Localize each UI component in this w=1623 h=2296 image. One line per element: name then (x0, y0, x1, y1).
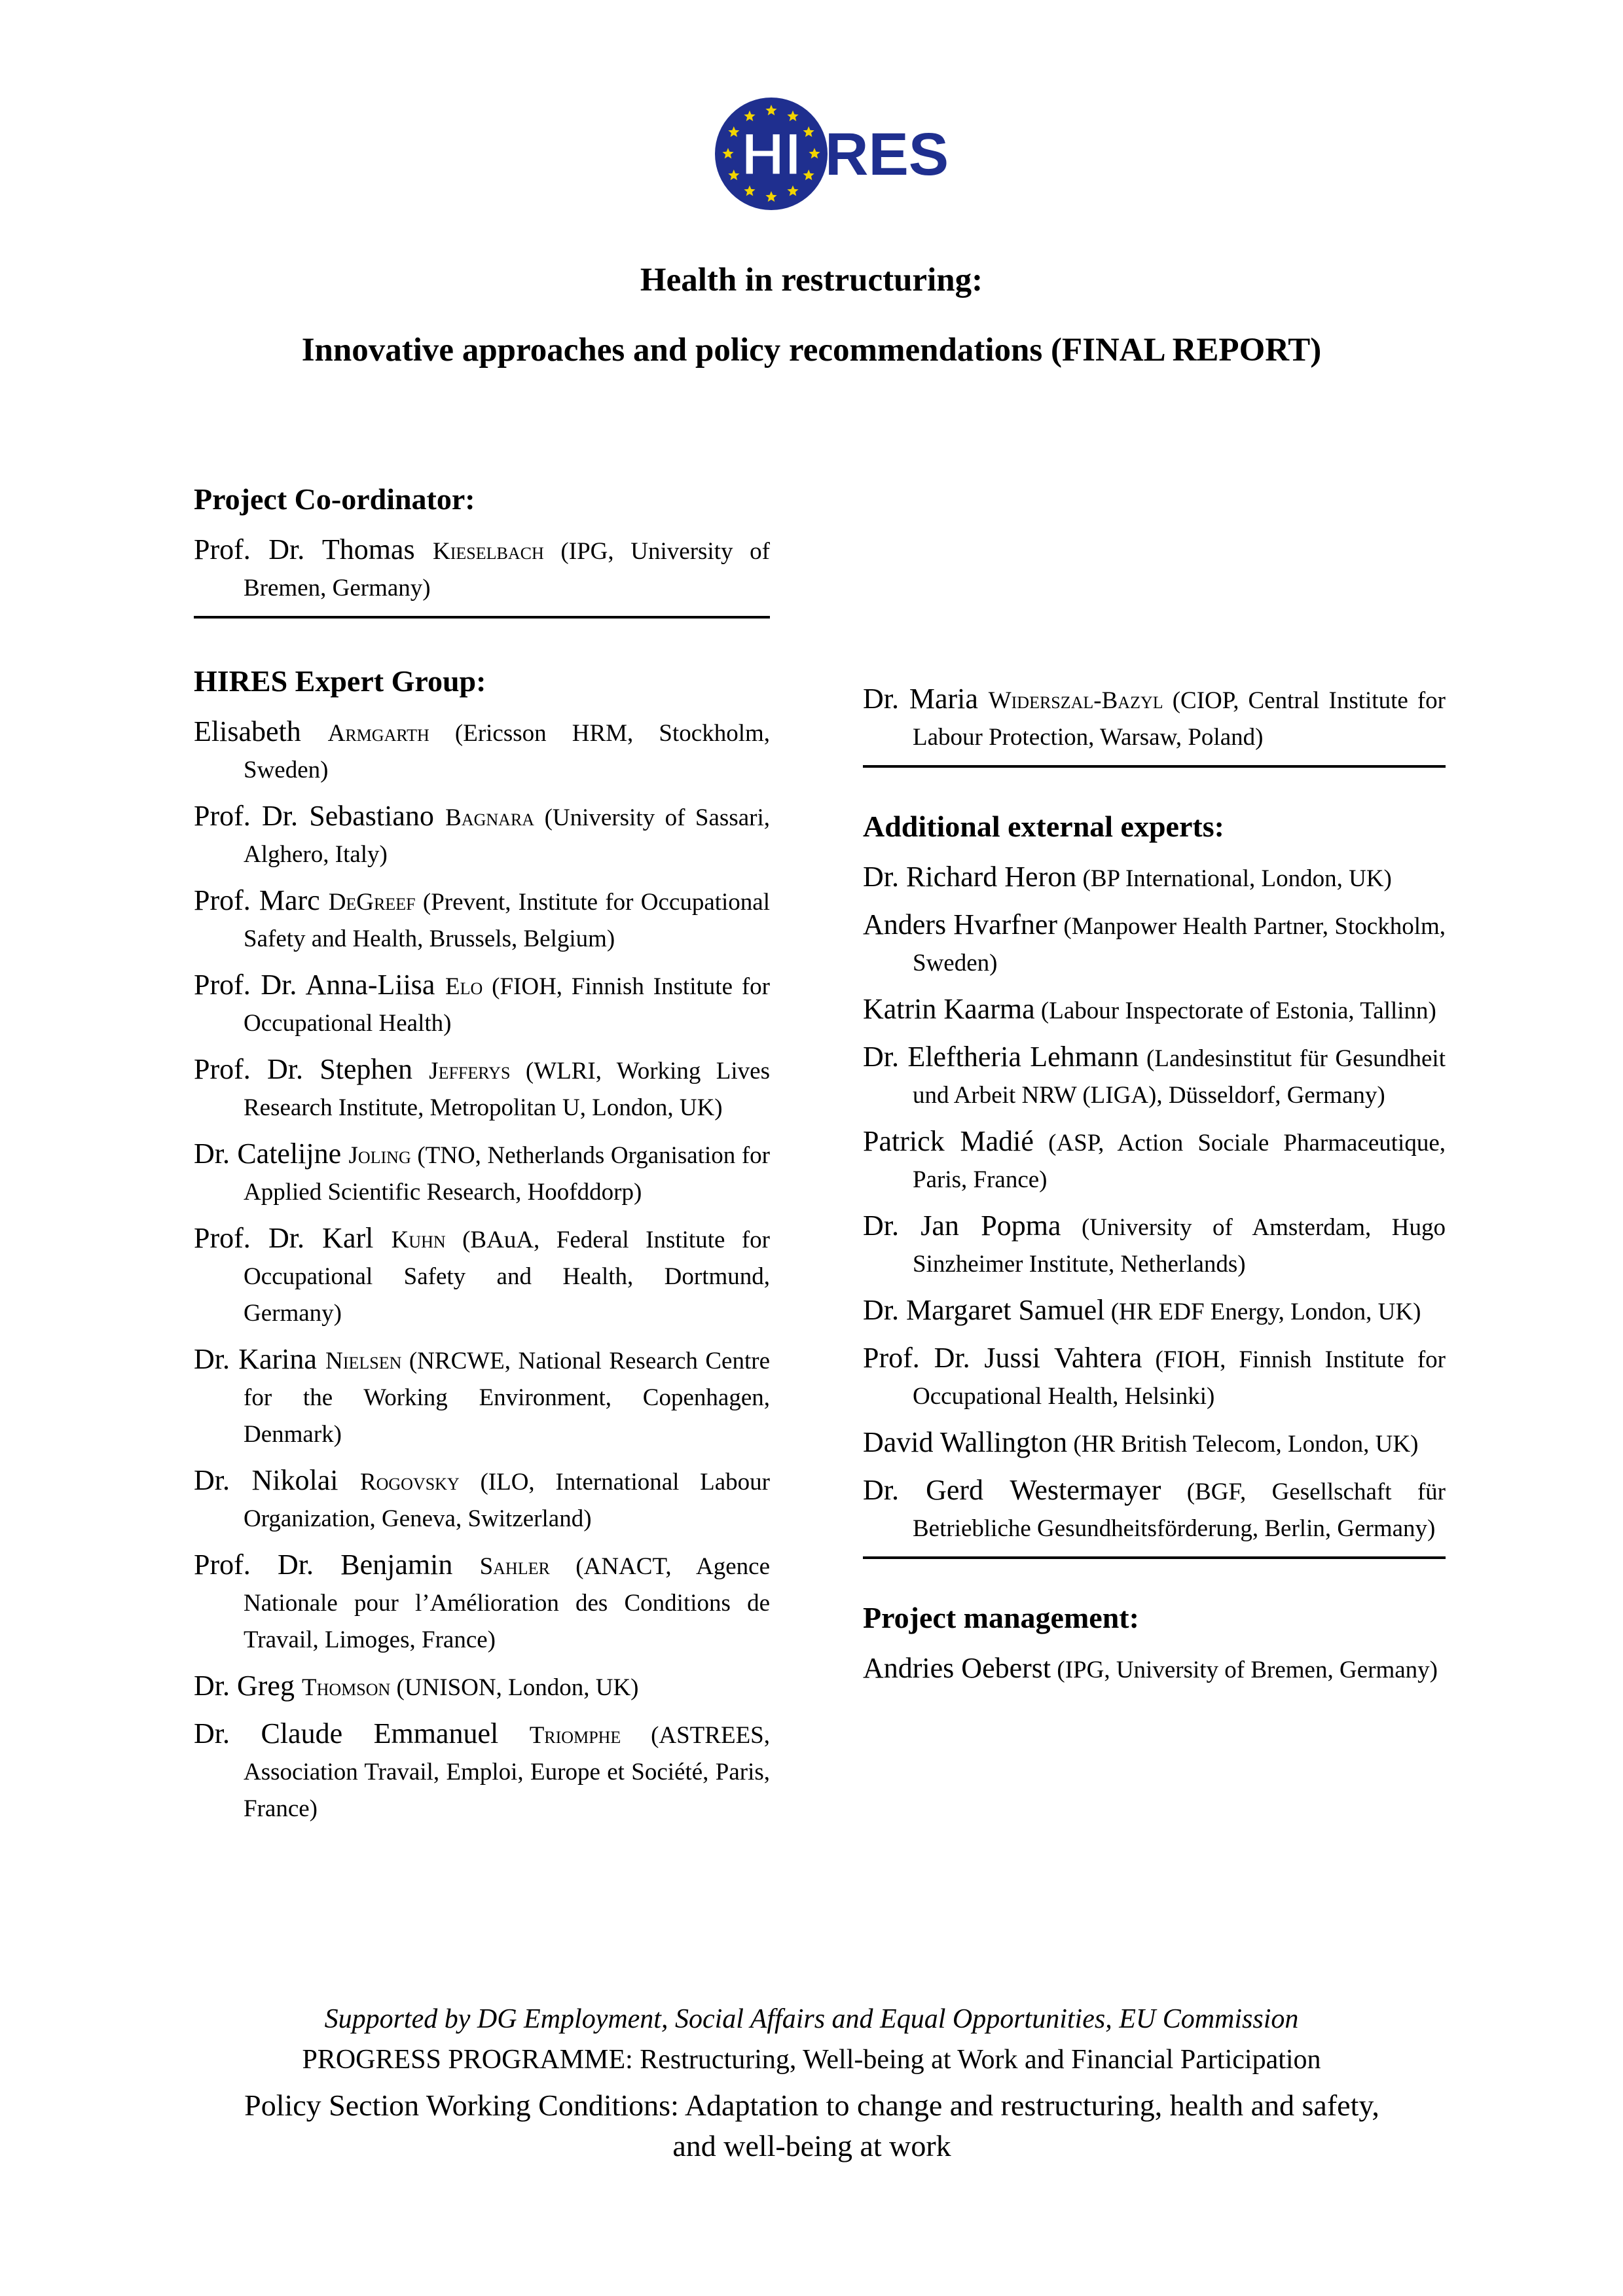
person-name: Katrin Kaarma (863, 993, 1035, 1026)
person-entry (194, 1341, 770, 1453)
person-affiliation: (Manpower Health Partner, Stockholm, Sweden) (913, 913, 1446, 977)
svg-text:RES: RES (825, 121, 949, 188)
person-name: Prof. Dr. Karl (194, 1222, 392, 1255)
person-name: David Wallington (863, 1426, 1068, 1459)
expert-group-continued-list (863, 681, 1446, 756)
person-name: Dr. Karina (194, 1343, 326, 1376)
person-surname: Kuhn (391, 1227, 446, 1254)
person-entry (194, 1715, 770, 1827)
project-management-list (863, 1650, 1446, 1689)
person-surname: DeGreef (328, 889, 416, 916)
report-title: Health in restructuring: (640, 262, 983, 298)
person-affiliation: (FIOH, Finnish Institute for Occupational Health, Helsinki) (913, 1346, 1446, 1410)
person-affiliation: (IPG, University of Bremen, Germany) (244, 538, 770, 602)
person-entry (863, 1208, 1446, 1283)
person-surname: Kieselbach (433, 538, 544, 565)
person-surname: Armgarth (327, 720, 429, 747)
person-name: Prof. Dr. Sebastiano (194, 800, 446, 833)
person-name: Dr. Claude Emmanuel (194, 1717, 530, 1750)
person-name: Dr. Gerd Westermayer (863, 1474, 1161, 1507)
person-name: Patrick Madié (863, 1125, 1034, 1158)
right-column (863, 681, 1446, 1698)
person-entry (194, 1547, 770, 1659)
person-affiliation: (TNO, Netherlands Organisation for Applied Scientific Research, Hoofddorp) (244, 1142, 770, 1206)
programme-note: PROGRESS PROGRAMME: Restructuring, Well-being at Work and Financial Participation (302, 2045, 1321, 2075)
person-surname: Triomphe (529, 1722, 621, 1749)
person-entry (863, 1472, 1446, 1547)
person-entry (194, 1668, 770, 1706)
person-affiliation: (Labour Inspectorate of Estonia, Tallinn) (1034, 997, 1436, 1025)
person-name: Andries Oeberst (863, 1652, 1051, 1685)
person-entry (194, 967, 770, 1042)
person-affiliation: (HR EDF Energy, London, UK) (1104, 1299, 1421, 1326)
person-name: Dr. Nikolai (194, 1464, 360, 1497)
person-affiliation: (University of Amsterdam, Hugo Sinzheimer Institute, Netherlands) (913, 1214, 1446, 1278)
person-entry (863, 859, 1446, 897)
person-name: Dr. Catelijne (194, 1138, 349, 1170)
divider (863, 1556, 1446, 1559)
person-name: Prof. Marc (194, 884, 329, 917)
divider (863, 765, 1446, 768)
person-surname: Sahler (479, 1553, 550, 1581)
person-affiliation: (CIOP, Central Institute for Labour Protection, Warsaw, Poland) (913, 687, 1446, 751)
person-entry (863, 906, 1446, 982)
person-entry (194, 1136, 770, 1211)
person-name: Prof. Dr. Thomas (194, 533, 433, 566)
person-name: Anders Hvarfner (863, 908, 1058, 941)
person-name: Prof. Dr. Anna-Liisa (194, 969, 446, 1001)
person-affiliation: (University of Sassari, Alghero, Italy) (244, 804, 771, 869)
person-entry (863, 1039, 1446, 1114)
person-affiliation: (NRCWE, National Research Centre for the Working Environment, Copenhagen, Denmark) (244, 1348, 770, 1448)
person-name: Dr. Maria (863, 683, 989, 715)
divider (194, 616, 770, 619)
person-affiliation: (ILO, International Labour Organization, Geneva, Switzerland) (244, 1469, 770, 1533)
person-affiliation: (UNISON, London, UK) (390, 1674, 639, 1702)
person-name: Dr. Jan Popma (863, 1210, 1061, 1242)
support-note: Supported by DG Employment, Social Affairs and Equal Opportunities, EU Commission (324, 2004, 1299, 2034)
policy-note: Policy Section Working Conditions: Adaptation to change and restructuring, health and safety, and well-being at work (244, 2089, 1379, 2162)
person-affiliation: (Prevent, Institute for Occupational Safety and Health, Brussels, Belgium) (244, 889, 771, 953)
expert-group-list (194, 713, 770, 1827)
person-entry (863, 681, 1446, 756)
person-entry (863, 1292, 1446, 1331)
left-column (194, 481, 770, 1837)
person-entry (194, 1462, 770, 1537)
person-surname: Bagnara (445, 804, 535, 832)
person-affiliation: (HR British Telecom, London, UK) (1067, 1431, 1419, 1458)
person-name: Dr. Eleftheria Lehmann (863, 1041, 1139, 1073)
person-entry (194, 531, 770, 607)
person-name: Dr. Margaret Samuel (863, 1294, 1105, 1327)
person-name: Elisabeth (194, 715, 328, 748)
person-name: Dr. Richard Heron (863, 861, 1077, 893)
coordinator-list (194, 531, 770, 607)
person-entry (194, 798, 770, 873)
person-entry (863, 1650, 1446, 1689)
person-affiliation: (Ericsson HRM, Stockholm, Sweden) (244, 720, 771, 784)
person-entry (194, 1051, 770, 1126)
person-name: Prof. Dr. Benjamin (194, 1549, 480, 1581)
person-surname: Widerszal-Bazyl (988, 687, 1163, 714)
report-subtitle: Innovative approaches and policy recommendations (FINAL REPORT) (301, 332, 1322, 368)
person-entry (863, 991, 1446, 1030)
person-entry (194, 1220, 770, 1332)
person-entry (863, 1123, 1446, 1198)
external-experts-list (863, 859, 1446, 1547)
project-management-heading: Project management: (863, 1601, 1139, 1635)
person-affiliation: (IPG, University of Bremen, Germany) (1051, 1657, 1438, 1684)
hires-logo-graphic (714, 95, 962, 213)
person-name: Dr. Greg (194, 1670, 302, 1702)
person-affiliation: (FIOH, Finnish Institute for Occupational Health) (244, 973, 770, 1037)
person-entry (194, 713, 770, 789)
person-affiliation: (WLRI, Working Lives Research Institute, Metropolitan U, London, UK) (244, 1058, 770, 1122)
person-affiliation: (BGF, Gesellschaft für Betriebliche Gesundheitsförderung, Berlin, Germany) (913, 1479, 1446, 1543)
hires-logo (714, 95, 962, 213)
person-entry (863, 1340, 1446, 1415)
person-affiliation: (Landesinstitut für Gesundheit und Arbeit NRW (LIGA), Düsseldorf, Germany) (913, 1045, 1446, 1109)
person-name: Prof. Dr. Jussi Vahtera (863, 1342, 1142, 1374)
person-entry (194, 882, 770, 958)
person-surname: Joling (348, 1142, 411, 1170)
svg-text:HI: HI (741, 121, 801, 188)
person-affiliation: (BP International, London, UK) (1076, 865, 1392, 893)
external-experts-heading: Additional external experts: (863, 810, 1224, 843)
person-surname: Thomson (301, 1674, 391, 1702)
person-affiliation: (ANACT, Agence Nationale pour l’Amélioration des Conditions de Travail, Limoges, France) (244, 1553, 770, 1654)
coordinator-heading: Project Co-ordinator: (194, 482, 475, 516)
person-surname: Jefferys (429, 1058, 511, 1085)
person-entry (863, 1424, 1446, 1463)
person-affiliation: (ASP, Action Sociale Pharmaceutique, Paris, France) (913, 1130, 1446, 1194)
person-name: Prof. Dr. Stephen (194, 1053, 429, 1086)
person-surname: Rogovsky (359, 1469, 460, 1496)
person-surname: Nielsen (325, 1348, 402, 1375)
person-surname: Elo (445, 973, 483, 1001)
person-affiliation: (ASTREES, Association Travail, Emploi, Europe et Société, Paris, France) (244, 1722, 770, 1823)
person-affiliation: (BAuA, Federal Institute for Occupational Safety and Health, Dortmund, Germany) (244, 1227, 770, 1327)
expert-group-heading: HIRES Expert Group: (194, 664, 486, 698)
